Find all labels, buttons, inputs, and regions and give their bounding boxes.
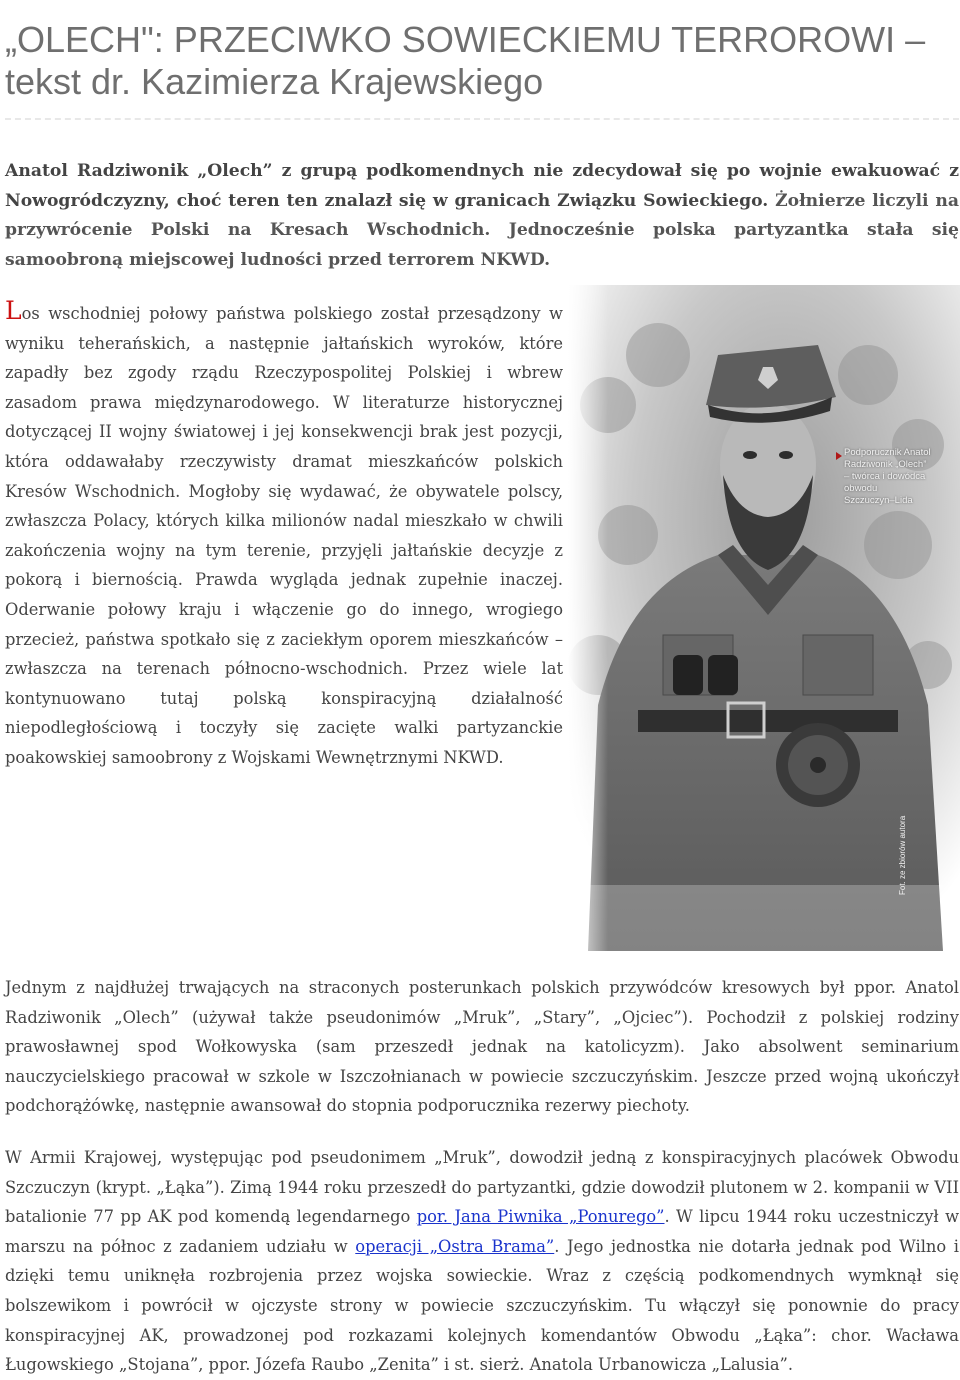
lead-part-1: Anatol Radziwonik „Olech” z grupą podkomendnych nie zdecydował się po wojnie ewakuować z Nowogródczyzny, choć teren ten znalazł się w granicach Związku Sowieckiego.: [5, 161, 959, 211]
caption-line: – twórca i dowódca: [844, 471, 926, 482]
lead-part-2: Żołnierze liczyli na przywrócenie Polski na Kresach Wschodnich. Jednocześnie polska partyzantka stała się samoobroną miejscowej ludności przed terrorem NKWD.: [5, 190, 959, 270]
article: [5, 0, 959, 120]
caption-line: obwodu: [844, 483, 878, 494]
paragraph-text: W Armii Krajowej, występując pod pseudonimem „Mruk”, dowodził jedną z konspiracyjnych placówek Obwodu Szczuczyn (krypt. „Łąka”). Zimą 1944 roku przeszedł do partyzantki, gdzie dowodził plutonem w 2. kompanii w VII batalionie 77 pp AK pod komendą legendarnego: [5, 1148, 959, 1227]
caption-line: Radziwonik „Olech”: [844, 459, 927, 470]
page-title: „OLECH": PRZECIWKO SOWIECKIEMU TERROROWI – tekst dr. Kazimierza Krajewskiego: [5, 19, 926, 102]
paragraph-text: . W lipcu 1944 roku uczestniczył w marszu na północ z zadaniem udziału w: [5, 1207, 960, 1256]
intro-paragraph: [5, 296, 563, 773]
photo-caption: [844, 447, 931, 507]
link-ponury[interactable]: por. Jana Piwnika „Ponurego”: [416, 1207, 665, 1227]
paragraph-olech-ak: [5, 1143, 959, 1380]
caption-line: Podporucznik Anatol: [844, 447, 931, 458]
paragraph-text: . Jego jednostka nie dotarła jednak pod Wilno i dzięki temu uniknęła rozbrojenia przez wojska sowieckie. Wraz z częścią podkomendnych wymknął się bolszewikom i powrócił w ojczyste strony w powiecie szczuczyńskim. Tu włączył się ponownie do pracy konspiracyjnej AK, prowadzonej pod rozkazami kolejnych komendantów Obwodu „Łąka”: chor. Wacława Ługowskiego „Stojana”, ppor. Józefa Raubo „Zenita” i st. sierż. Anatola Urbanowicza „Lalusia”.: [5, 1236, 959, 1375]
caption-line: Szczuczyn–Lida: [844, 495, 913, 506]
title-divider: [5, 118, 959, 120]
link-ostra-brama[interactable]: operacji „Ostra Brama”: [355, 1236, 555, 1256]
article-lead: [5, 157, 959, 275]
portrait-photo: [568, 285, 960, 951]
photo-credit: Fot. ze zbiorów autora: [898, 815, 907, 895]
intro-section: [5, 296, 563, 773]
intro-paragraph-text: os wschodniej połowy państwa polskiego został przesądzony w wyniku teherańskich, a następnie jałtańskich wyroków, które zapadły bez zgody rządu Rzeczypospolitej Polskiej i wbrew zasadom prawa międzynarodowego. W literaturze historycznej dotyczącej II wojny światowej i jej konsekwencji brak jest pozycji, która oddawałaby rzeczywisty dramat mieszkańców polskich Kresów Wschodnich. Mogłoby się wydawać, że obywatele polscy, zwłaszcza Polacy, których kilka milionów nadal mieszkało w chwili zakończenia wojny na tym terenie, przyjęli jałtańskie decyzje z pokorą i biernością. Prawda wygląda jednak zupełnie inaczej. Oderwanie połowy kraju i włączenie go do innego, wrogiego przecież, państwa spotkało się z zaciekłym oporem mieszkańców – zwłaszcza na terenach północno-wschodnich. Przez wiele lat kontynuowano tutaj polską konspiracyjną działalność niepodległościową i toczyły się zacięte walki partyzanckie poakowskiej samoobrony z Wojskami Wewnętrznymi NKWD.: [5, 304, 563, 767]
paragraph-olech-bio: Jednym z najdłużej trwających na straconych posterunkach polskich przywódców kresowych był ppor. Anatol Radziwonik „Olech” (używał także pseudonimów „Mruk”, „Stary”, „Ojciec”). Pochodził z polskiej rodziny prawosławnej spod Wołkowyska (sam przeszedł jednak na katolicyzm). Jako absolwent seminarium nauczycielskiego pracował w szkole w Iszczołnianach w powiecie szczuczyńskim. Jeszcze przed wojną ukończył podchorążówkę, następnie awansował do stopnia podporucznika rezerwy piechoty.: [5, 978, 959, 1116]
drop-cap: L: [5, 296, 22, 325]
